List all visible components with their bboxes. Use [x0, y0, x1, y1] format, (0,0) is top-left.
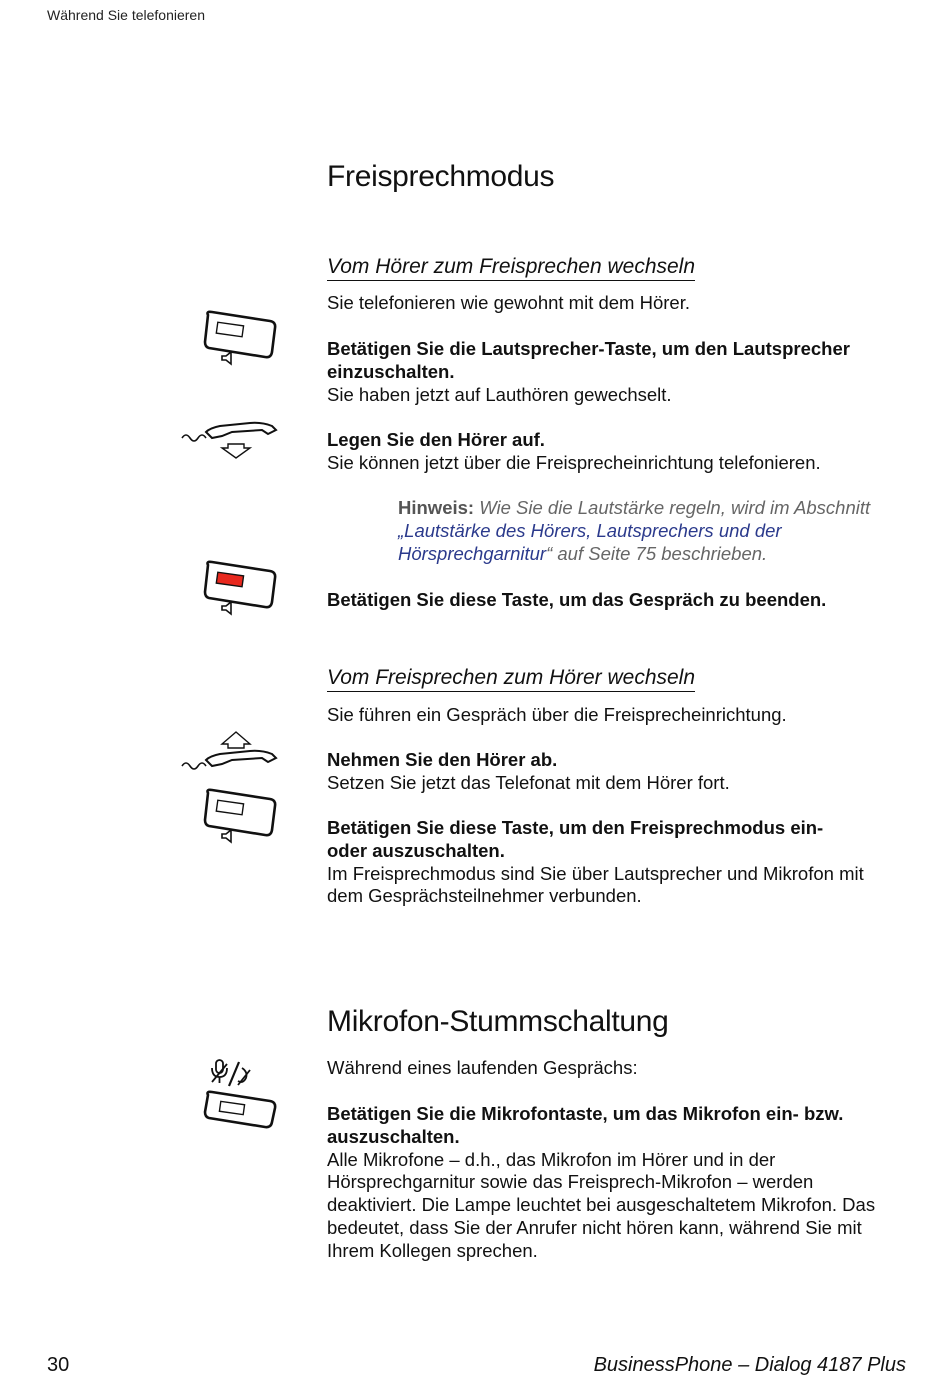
step-end-call: Betätigen Sie diese Taste, um das Gespräch zu beenden.: [327, 589, 827, 610]
section-title-mikrofon-stummschaltung: Mikrofon-Stummschaltung: [327, 1005, 669, 1038]
note-volume: Hinweis: Wie Sie die Lautstärke regeln, wird im Abschnitt „Lautstärke des Hörers, Lautsprechers und der Hörsprechgarnitur“ auf Seite 75 beschrieben.: [398, 497, 871, 564]
microphone-mute-key-icon: [200, 1058, 282, 1130]
running-header: Während Sie telefonieren: [47, 7, 205, 23]
subsection-title-hoerer-zum-freisprechen: Vom Hörer zum Freisprechen wechseln: [327, 255, 695, 281]
intro-text: Sie telefonieren wie gewohnt mit dem Hörer.: [327, 292, 690, 313]
subsection-title-freisprechen-zum-hoerer: Vom Freisprechen zum Hörer wechseln: [327, 666, 695, 692]
volume-section-link-cont[interactable]: Hörsprechgarnitur: [398, 542, 547, 564]
page-number: 30: [47, 1354, 70, 1376]
step-speaker-on: Betätigen Sie die Lautsprecher-Taste, um den Lautsprecher einzuschalten. Sie haben jetzt auf Lauthören gewechselt.: [327, 338, 850, 405]
step-toggle-handsfree: Betätigen Sie diese Taste, um den Freisprechmodus ein- oder auszuschalten. Im Freisprechmodus sind Sie über Lautsprecher und Mikrofon mit dem Gesprächsteilnehmer verbunden.: [327, 817, 864, 907]
intro-text-3: Während eines laufenden Gesprächs:: [327, 1057, 638, 1078]
volume-section-link[interactable]: „Lautstärke des Hörers, Lautsprechers und der: [398, 519, 782, 541]
note-label: Hinweis:: [398, 497, 475, 518]
section-title-freisprechmodus: Freisprechmodus: [327, 160, 555, 193]
step-pick-up: Nehmen Sie den Hörer ab. Setzen Sie jetzt das Telefonat mit dem Hörer fort.: [327, 749, 730, 793]
speaker-key-icon: [200, 308, 282, 370]
speaker-key-icon-2: [200, 786, 282, 848]
handset-on-hook-icon: [180, 416, 280, 460]
product-name: BusinessPhone – Dialog 4187 Plus: [593, 1354, 906, 1376]
speaker-key-active-icon: [200, 558, 282, 620]
step-mute: Betätigen Sie die Mikrofontaste, um das Mikrofon ein- bzw. auszuschalten. Alle Mikrofone – d.h., das Mikrofon im Hörer und in der Hörsprechgarnitur sowie das Freisprech-Mikrofon – werden deaktiviert. Die Lampe leuchtet bei ausgeschaltetem Mikrofon. Das bedeutet, dass Sie der Anrufer nicht hören kann, während Sie mit Ihrem Kollegen sprechen.: [327, 1103, 876, 1261]
intro-text-2: Sie führen ein Gespräch über die Freisprecheinrichtung.: [327, 704, 787, 725]
handset-off-hook-icon: [180, 728, 280, 776]
step-hang-up: Legen Sie den Hörer auf. Sie können jetzt über die Freisprecheinrichtung telefonieren.: [327, 429, 821, 473]
